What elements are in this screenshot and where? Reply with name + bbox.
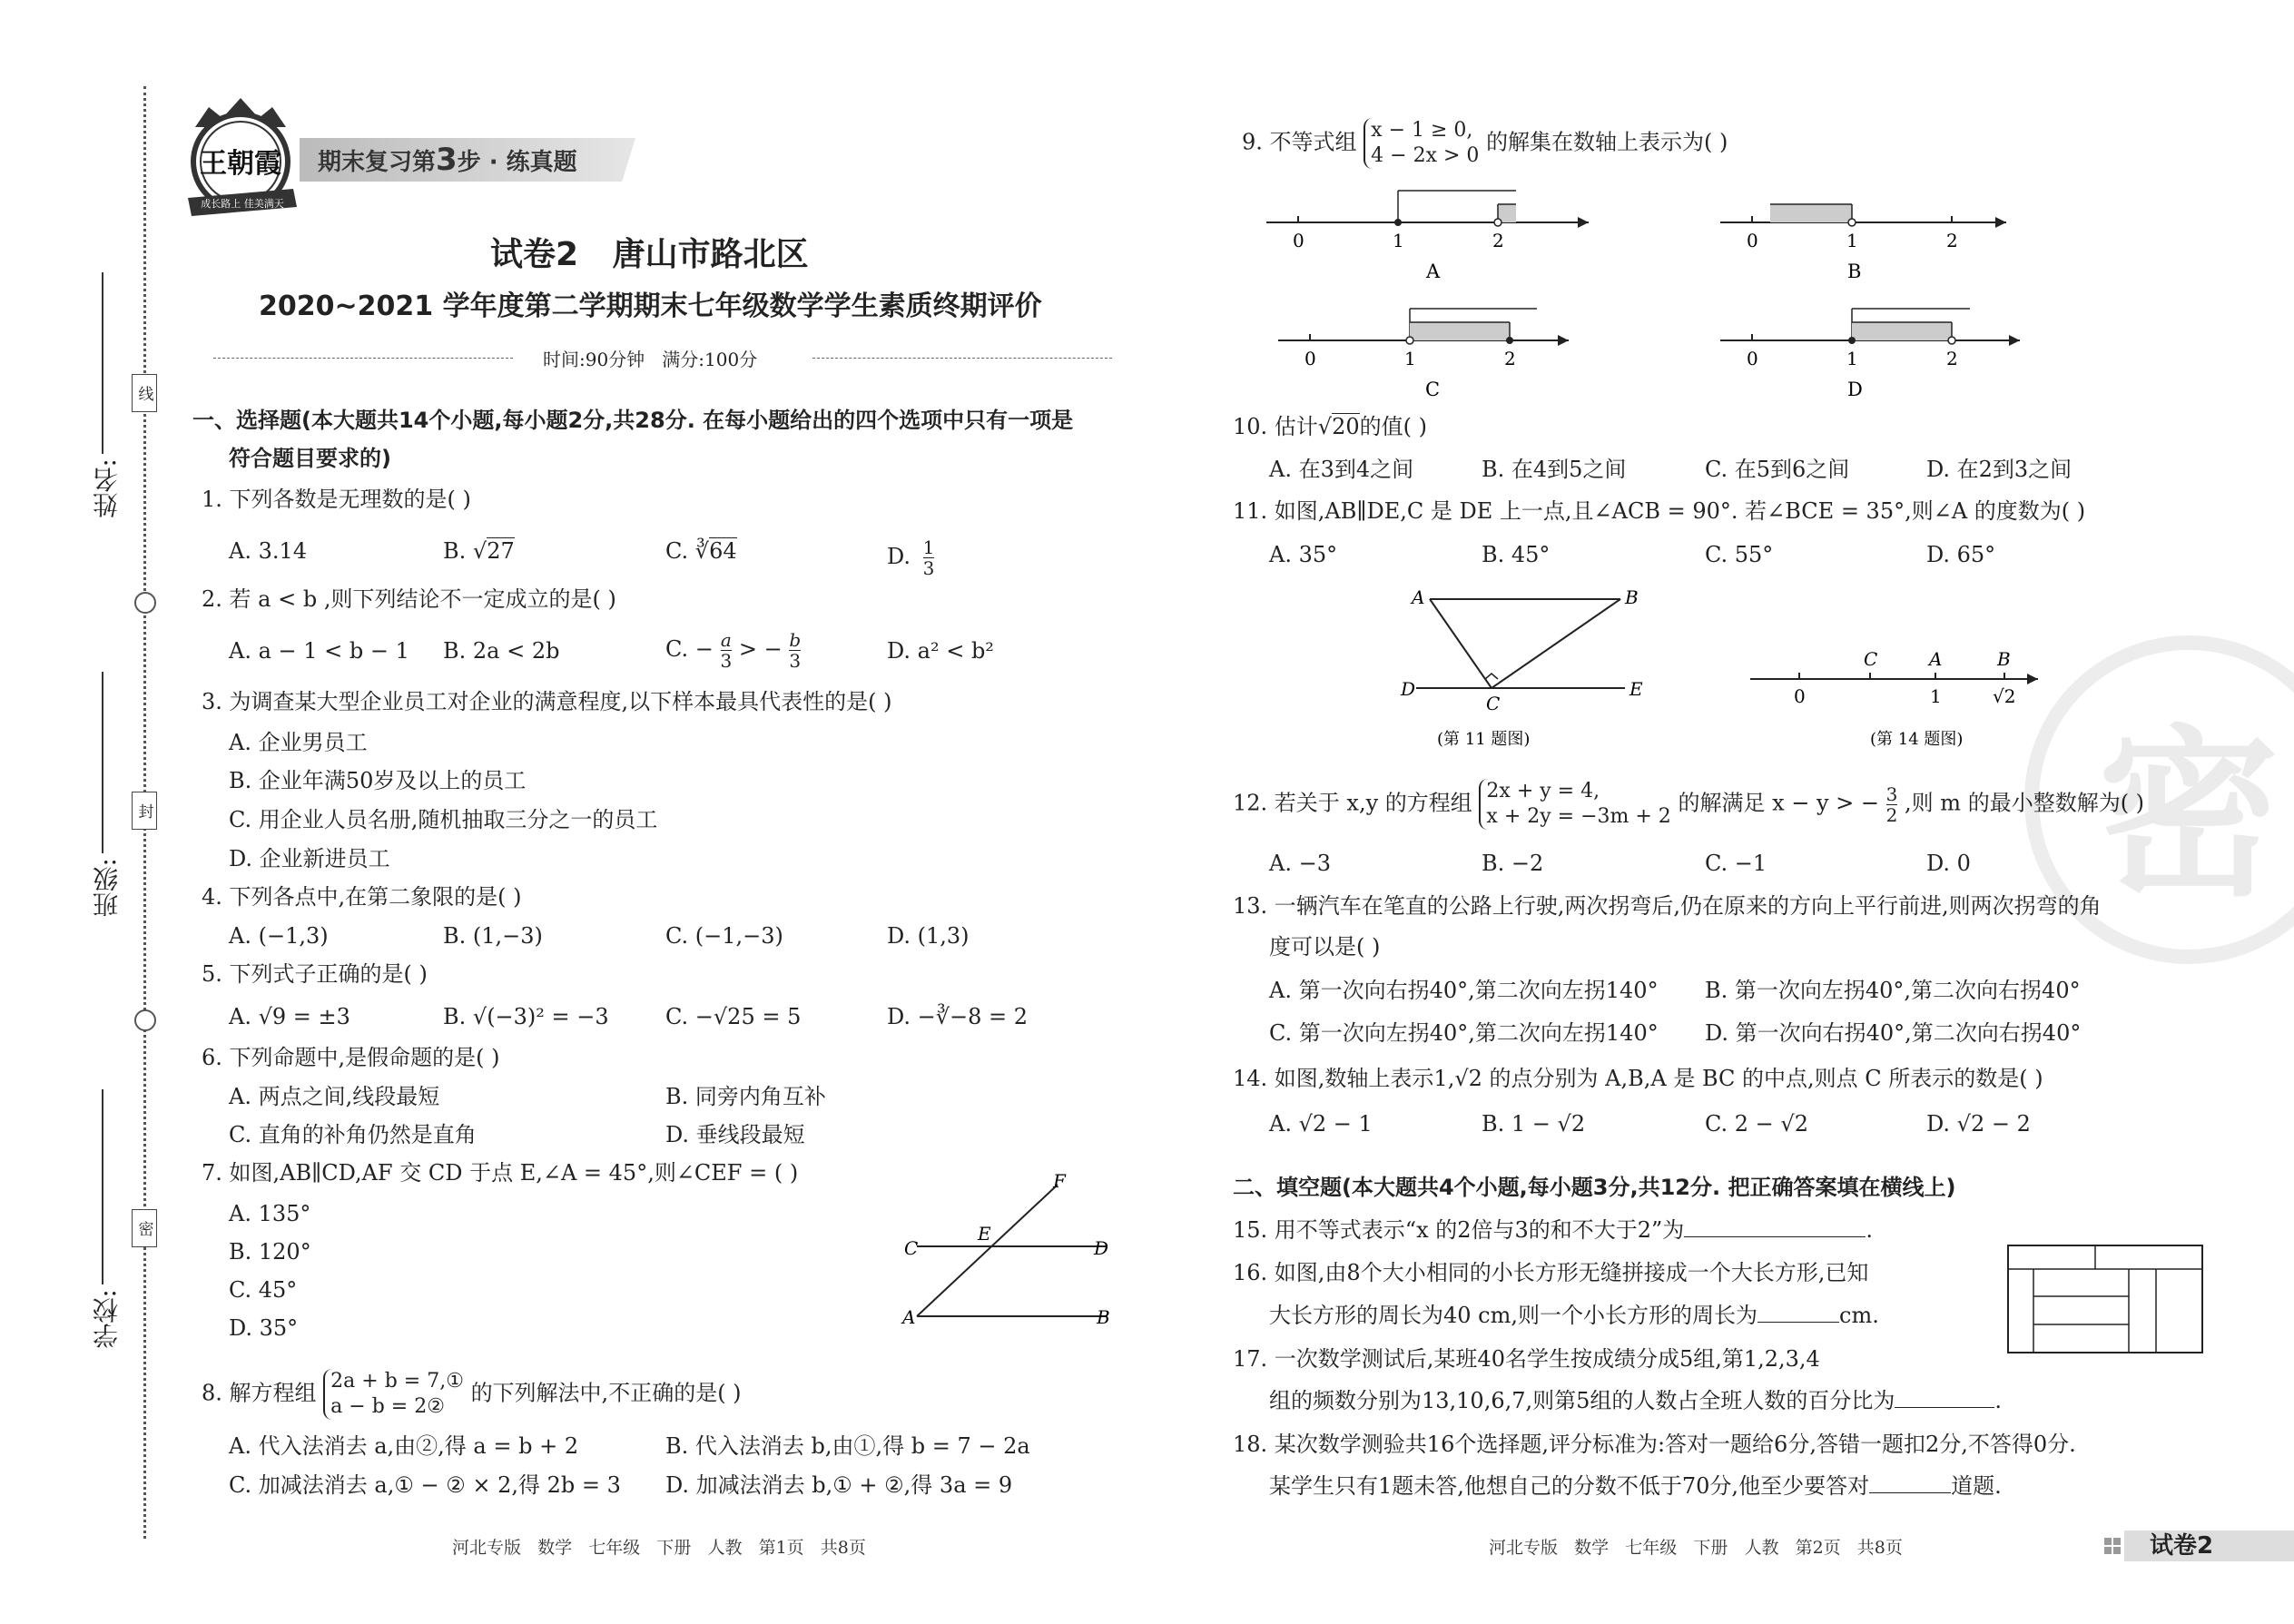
section2-title: 二、填空题(本大题共4个小题,每小题3分,共12分. 把正确答案填在横线上) <box>1233 1175 1956 1200</box>
q9d-tick-2: 2 <box>1946 348 1958 369</box>
time-info: 时间:90分钟 满分:100分 <box>543 349 758 370</box>
q5-stem: 5. 下列式子正确的是( ) <box>202 961 428 987</box>
q14-label-b: B <box>1997 648 2011 670</box>
q16-answer-blank[interactable] <box>1757 1302 1839 1323</box>
q9b-tick-0: 0 <box>1747 230 1758 251</box>
q6-option-c: C. 直角的补角仍然是直角 <box>229 1122 477 1147</box>
q4-option-b: B. (1,−3) <box>443 923 543 949</box>
q7-option-b: B. 120° <box>229 1239 311 1265</box>
q16-figure <box>2006 1244 2206 1357</box>
step-banner-text: 期末复习第3步 · 练真题 <box>318 142 577 178</box>
q13-option-a: A. 第一次向右拐40°,第二次向左拐140° <box>1269 978 1659 1003</box>
q8-option-a: A. 代入法消去 a,由②,得 a = b + 2 <box>229 1433 579 1459</box>
q11-label-b: B <box>1625 586 1639 608</box>
q12-option-c: C. −1 <box>1705 851 1767 876</box>
logo-text: 王朝霞 <box>200 148 281 180</box>
q10-option-d: D. 在2到3之间 <box>1926 457 2072 482</box>
q9a-tick-2: 2 <box>1492 230 1504 251</box>
q13-option-b: B. 第一次向左拐40°,第二次向右拐40° <box>1705 978 2081 1003</box>
q12-stem: 12. 若关于 x,y 的方程组 2x + y = 4, x + 2y = −3m + 2 的解满足 x − y > − $\frac{3}{2}$ ,则 m 的最小整数解为( ) <box>1233 780 2145 828</box>
section1-title-cont: 符合题目要求的) <box>229 446 391 471</box>
q1-option-d: D. $\frac{1}{3}$ <box>887 536 935 579</box>
q4-option-a: A. (−1,3) <box>229 923 329 949</box>
q13-stem-cont: 度可以是( ) <box>1269 934 1381 960</box>
q8-option-b: B. 代入法消去 b,由①,得 b = 7 − 2a <box>665 1433 1030 1459</box>
q15-stem: 15. 用不等式表示“x 的2倍与3的和不大于2”为 . <box>1233 1217 1873 1243</box>
q5-option-d: D. −∛−8 = 2 <box>887 1004 1029 1029</box>
q7-option-c: C. 45° <box>229 1277 298 1303</box>
q4-option-c: C. (−1,−3) <box>665 923 783 949</box>
q7-label-c: C <box>904 1237 919 1259</box>
q18-stem-line1: 18. 某次数学测验共16个选择题,评分标准为:答对一题给6分,答错一题扣2分,不答得0分. <box>1233 1432 2076 1457</box>
q10-option-c: C. 在5到6之间 <box>1705 457 1850 482</box>
q1-option-b: B. √27 <box>443 538 515 564</box>
q15-answer-blank[interactable] <box>1684 1216 1866 1237</box>
time-rule-right <box>812 358 1112 359</box>
q1-option-a: A. 3.14 <box>229 538 308 564</box>
name-underline <box>102 272 103 454</box>
school-label: 学校: <box>92 1289 122 1349</box>
q13-option-d: D. 第一次向右拐40°,第二次向右拐40° <box>1705 1020 2082 1046</box>
exam-subtitle: 2020~2021 学年度第二学期期末七年级数学学生素质终期评价 <box>259 290 1042 322</box>
q11-label-a: A <box>1412 586 1425 608</box>
logo-ribbon: 成长路上 佳美满天 <box>201 198 284 210</box>
q9d-label: D <box>1847 379 1863 400</box>
q1-option-c: C. ∛64 <box>665 538 737 564</box>
q12-option-d: D. 0 <box>1926 851 1971 876</box>
q12-option-b: B. −2 <box>1482 851 1544 876</box>
q14-caption: (第 14 题图) <box>1870 730 1964 749</box>
q3-option-c: C. 用企业人员名册,随机抽取三分之一的员工 <box>229 807 658 832</box>
q5-option-b: B. √(−3)² = −3 <box>443 1004 609 1029</box>
q11-option-a: A. 35° <box>1269 542 1338 567</box>
q2-option-c: C. − $\frac{a}{3}$ > − $\frac{b}{3}$ <box>665 629 802 672</box>
q3-option-b: B. 企业年满50岁及以上的员工 <box>229 768 527 793</box>
q9b-tick-1: 1 <box>1846 230 1858 251</box>
q7-option-a: A. 135° <box>229 1201 311 1226</box>
q14-option-d: D. √2 − 2 <box>1926 1111 2031 1137</box>
q3-option-d: D. 企业新进员工 <box>229 846 390 871</box>
q2-stem: 2. 若 a < b ,则下列结论不一定成立的是( ) <box>202 586 616 612</box>
q18-stem-line2: 某学生只有1题未答,他想自己的分数不低于70分,他至少要答对 道题. <box>1269 1473 2002 1499</box>
q13-stem: 13. 一辆汽车在笔直的公路上行驶,两次拐弯后,仍在原来的方向上平行前进,则两次拐弯的角 <box>1233 893 2102 919</box>
q12-option-a: A. −3 <box>1269 851 1331 876</box>
q14-option-c: C. 2 − √2 <box>1705 1111 1808 1137</box>
q6-option-a: A. 两点之间,线段最短 <box>229 1084 440 1109</box>
q5-option-a: A. √9 = ±3 <box>229 1004 350 1029</box>
q10-stem: 10. 估计√20的值( ) <box>1233 414 1427 439</box>
q11-stem: 11. 如图,AB∥DE,C 是 DE 上一点,且∠ACB = 90°. 若∠BCE = 35°,则∠A 的度数为( ) <box>1233 498 2086 524</box>
q7-label-d: D <box>1094 1237 1109 1259</box>
q7-stem: 7. 如图,AB∥CD,AF 交 CD 于点 E,∠A = 45°,则∠CEF = ( ) <box>202 1160 799 1186</box>
q11-option-d: D. 65° <box>1926 542 1996 567</box>
footer-left: 河北专版 数学 七年级 下册 人教 第1页 共8页 <box>452 1538 866 1558</box>
binding-hole-2 <box>134 1009 156 1031</box>
q14-tick-0: 0 <box>1794 685 1806 707</box>
q4-stem: 4. 下列各点中,在第二象限的是( ) <box>202 884 522 910</box>
q8-stem: 8. 解方程组 2a + b = 7,① a − b = 2② 的下列解法中,不正确的是( ) <box>202 1370 742 1418</box>
class-underline <box>102 672 103 853</box>
exam-title: 试卷2 唐山市路北区 <box>490 236 809 273</box>
q9c-label: C <box>1425 379 1441 400</box>
q11-caption: (第 11 题图) <box>1437 730 1531 749</box>
footer-tag: 试卷2 <box>2150 1532 2214 1560</box>
q7-figure <box>890 1171 1126 1334</box>
q4-option-d: D. (1,3) <box>887 923 970 949</box>
q3-stem: 3. 为调查某大型企业员工对企业的满意程度,以下样本最具代表性的是( ) <box>202 689 892 714</box>
school-underline <box>102 1089 103 1284</box>
q6-option-b: B. 同旁内角互补 <box>665 1084 826 1109</box>
q11-label-d: D <box>1401 678 1416 700</box>
q9b-label: B <box>1847 261 1862 282</box>
q7-label-a: A <box>902 1306 916 1328</box>
q9c-tick-2: 2 <box>1504 348 1516 369</box>
q13-option-c: C. 第一次向左拐40°,第二次向左拐140° <box>1269 1020 1659 1046</box>
q14-option-b: B. 1 − √2 <box>1482 1111 1586 1137</box>
q5-option-c: C. −√25 = 5 <box>665 1004 802 1029</box>
q8-option-d: D. 加减法消去 b,① + ②,得 3a = 9 <box>665 1472 1013 1498</box>
footer-right: 河北专版 数学 七年级 下册 人教 第2页 共8页 <box>1489 1538 1903 1558</box>
q9a-tick-1: 1 <box>1393 230 1404 251</box>
q14-figure <box>1743 635 2052 763</box>
seal-box-mi: 密 <box>132 1209 157 1247</box>
q9c-tick-0: 0 <box>1305 348 1316 369</box>
brand-logo <box>177 91 304 227</box>
q11-figure <box>1393 581 1702 763</box>
q6-option-d: D. 垂线段最短 <box>665 1122 805 1147</box>
q2-option-b: B. 2a < 2b <box>443 638 560 664</box>
q9d-tick-0: 0 <box>1747 348 1758 369</box>
q7-label-e: E <box>978 1223 991 1245</box>
q9-option-c-figure <box>1278 300 1605 408</box>
q7-label-b: B <box>1097 1306 1110 1328</box>
q9c-tick-1: 1 <box>1404 348 1416 369</box>
q16-stem-line1: 16. 如图,由8个大小相同的小长方形无缝拼接成一个大长方形,已知 <box>1233 1260 1869 1285</box>
footer-tag-dots <box>2104 1536 2132 1561</box>
q9-option-d-figure <box>1720 300 2047 408</box>
class-label: 班级: <box>92 858 122 918</box>
q9b-tick-2: 2 <box>1946 230 1958 251</box>
name-label: 姓名: <box>92 458 122 518</box>
q9a-label: A <box>1426 261 1441 282</box>
q14-option-a: A. √2 − 1 <box>1269 1111 1373 1137</box>
q1-stem: 1. 下列各数是无理数的是( ) <box>202 487 471 512</box>
q8-option-c: C. 加减法消去 a,① − ② × 2,得 2b = 3 <box>229 1472 621 1498</box>
q14-tick-1: 1 <box>1930 685 1942 707</box>
q14-tick-sqrt2: √2 <box>1993 685 2016 707</box>
time-rule-left <box>213 358 513 359</box>
q14-stem: 14. 如图,数轴上表示1,√2 的点分别为 A,B,A 是 BC 的中点,则点 C 所表示的数是( ) <box>1233 1066 2043 1091</box>
q9-stem: 9. 不等式组 x − 1 ≥ 0, 4 − 2x > 0 的解集在数轴上表示为( ) <box>1242 119 1728 167</box>
q6-stem: 6. 下列命题中,是假命题的是( ) <box>202 1045 500 1070</box>
q7-option-d: D. 35° <box>229 1315 299 1341</box>
q17-stem-line2: 组的频数分别为13,10,6,7,则第5组的人数占全班人数的百分比为 . <box>1269 1388 2003 1413</box>
q9-option-b-figure <box>1720 182 2047 290</box>
q11-label-c: C <box>1486 693 1501 714</box>
binding-hole-1 <box>134 592 156 614</box>
q16-stem-line2: 大长方形的周长为40 cm,则一个小长方形的周长为 cm. <box>1269 1303 1879 1328</box>
q9d-tick-1: 1 <box>1846 348 1858 369</box>
q14-label-a: A <box>1929 648 1943 670</box>
watermark-text: 密 <box>2097 709 2279 921</box>
q14-label-c: C <box>1864 648 1878 670</box>
q3-option-a: A. 企业男员工 <box>229 730 368 755</box>
seal-box-feng: 封 <box>132 792 157 830</box>
q2-option-d: D. a² < b² <box>887 638 994 664</box>
q7-label-f: F <box>1053 1171 1066 1192</box>
q9a-tick-0: 0 <box>1293 230 1305 251</box>
q11-option-c: C. 55° <box>1705 542 1774 567</box>
q10-option-b: B. 在4到5之间 <box>1482 457 1627 482</box>
q11-label-e: E <box>1629 678 1643 700</box>
seal-box-xian: 线 <box>132 374 157 412</box>
q2-option-a: A. a − 1 < b − 1 <box>229 638 409 664</box>
q17-stem-line1: 17. 一次数学测试后,某班40名学生按成绩分成5组,第1,2,3,4 <box>1233 1346 1820 1372</box>
q11-option-b: B. 45° <box>1482 542 1551 567</box>
q17-answer-blank[interactable] <box>1895 1387 1994 1408</box>
q10-option-a: A. 在3到4之间 <box>1269 457 1414 482</box>
section1-title: 一、选择题(本大题共14个小题,每小题2分,共28分. 在每小题给出的四个选项中只有一项是 <box>192 408 1074 433</box>
q18-answer-blank[interactable] <box>1869 1472 1951 1493</box>
q9-option-a-figure <box>1266 182 1593 290</box>
